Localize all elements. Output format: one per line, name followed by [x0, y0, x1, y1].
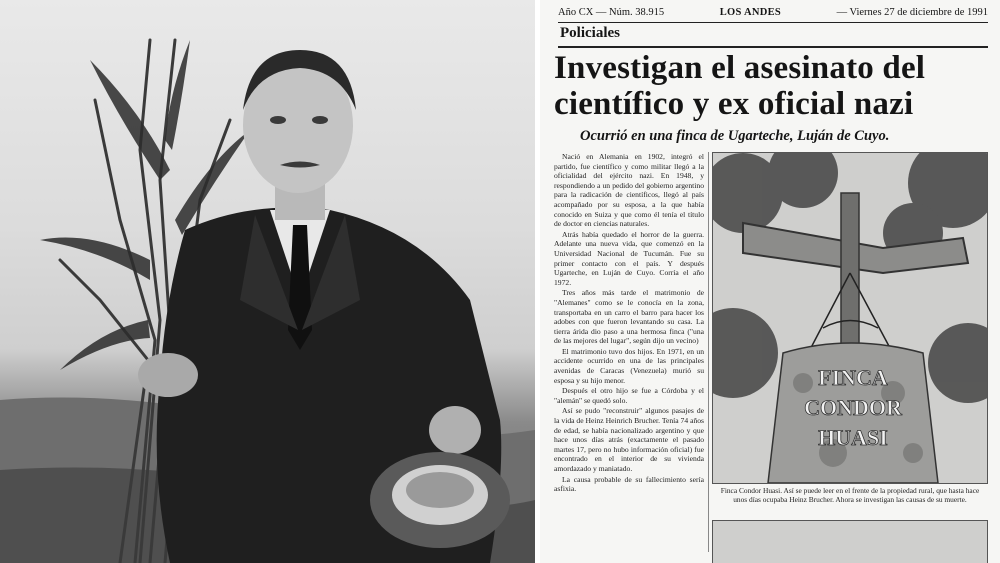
sign-text-line: CONDOR: [804, 395, 902, 420]
article-paragraph: Después el otro hijo se fue a Córdoba y el "alemán" se quedó solo.: [554, 386, 704, 405]
article-paragraph: Tres años más tarde el matrimonio de "Alemanes" como se le conocía en la zona, transportaba en un carro el barro para hacer los adobes con que fueron levantando su casa. La tierra árida dio paso a una hermosa finca ("una de las mejores del lugar", según dijo un vecino): [554, 288, 704, 346]
newspaper-name: LOS ANDES: [719, 6, 782, 18]
issue-number: Año CX — Núm. 38.915: [558, 6, 665, 18]
column-divider: [708, 152, 709, 552]
sign-text-line: HUASI: [818, 425, 888, 450]
secondary-photo: [712, 520, 988, 563]
finca-sign-photo: [712, 152, 988, 484]
article-subhead: Ocurrió en una finca de Ugarteche, Luján de Cuyo.: [580, 128, 890, 144]
masthead: [558, 4, 988, 20]
article-paragraph: Nació en Alemania en 1902, integró el partido, fue científico y como militar llegó a la oficialidad del ejército nazi. En 1948, y respondiendo a un pedido del gobierno argentino para la radicación de científicos, llegó al país acompañado por su esposa, a la que había conocido en Suiza y que como él tenía el título de doctor en ciencias naturales.: [554, 152, 704, 229]
article-paragraph: Así se pudo "reconstruir" algunos pasajes de la vida de Heinz Heinrich Brucher. Tenía 74 años de edad, se había nacionalizado argentino y que hace unos días atrás (exactamente el pasado martes 17, pero no hubo información oficial) fue encontrado en el interior de su vivienda amordazado y maniatado.: [554, 406, 704, 473]
article-headline: Investigan el asesinato del científico y ex oficial nazi: [554, 50, 926, 122]
masthead-rule: [558, 22, 988, 23]
issue-date: — Viernes 27 de diciembre de 1991: [836, 6, 988, 18]
section-rule: [558, 46, 988, 48]
finca-sign-illustration: [713, 153, 987, 483]
article-paragraph: La causa probable de su fallecimiento sería asfixia.: [554, 474, 704, 494]
article-paragraph: El matrimonio tuvo dos hijos. En 1971, en un accidente ocurrido en una de las principales avenidas de Caracas (Venezuela) murió su esposa y su hijo menor.: [554, 346, 704, 385]
article-body: [554, 152, 704, 495]
newspaper-clipping: [540, 0, 1000, 563]
sign-text-line: FINCA: [818, 365, 888, 390]
section-label: Policiales: [560, 25, 620, 41]
article-paragraph: Atrás había quedado el horror de la guerra. Adelante una nueva vida, que comenzó en la Universidad Nacional de Tucumán. Fue su primer contacto con el país. Y después Ugarteche, en Luján de Cuyo. Corría el año 1972.: [554, 229, 704, 287]
photo-caption: Finca Condor Huasi. Así se puede leer en el frente de la propiedad rural, que hasta hace unos días ocupaba Heinz Brucher. Ahora se investigan las causas de su muerte.: [720, 486, 980, 505]
